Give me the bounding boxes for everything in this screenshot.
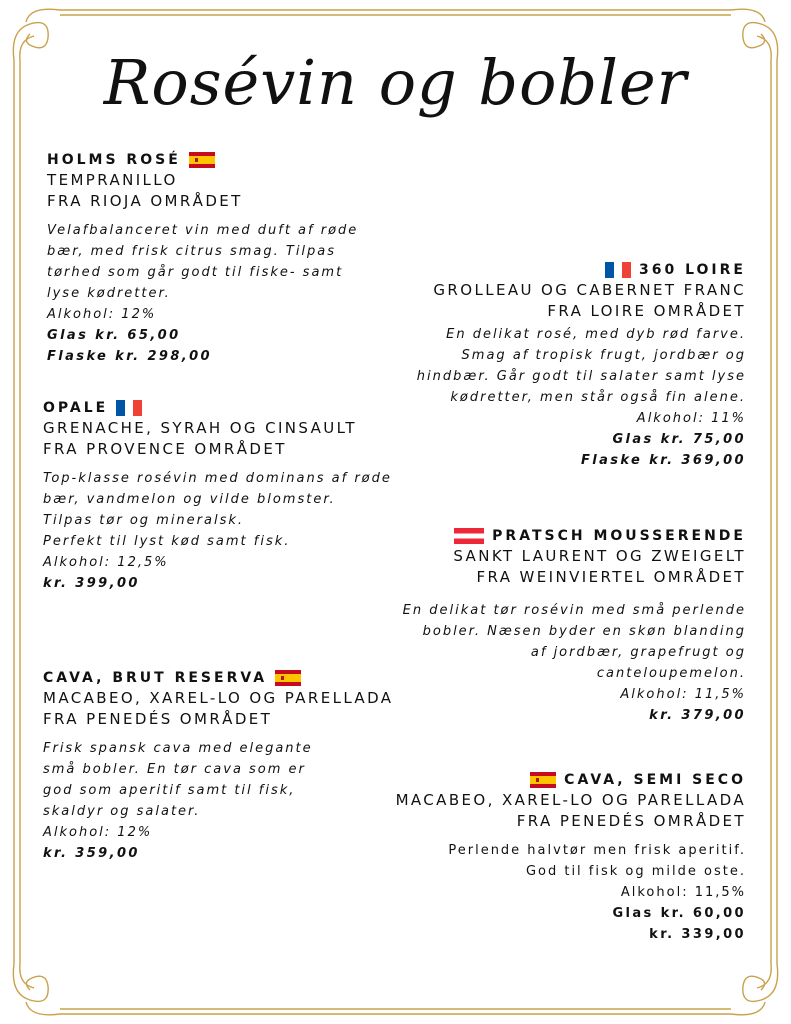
wine-alcohol: Alkohol: 11%: [636, 411, 746, 426]
wine-price-glass: Glas kr. 75,00: [612, 432, 746, 447]
wine-grape: GROLLEAU OG CABERNET FRANC: [433, 281, 746, 299]
wine-price: kr. 359,00: [43, 846, 140, 861]
wine-price-bottle: kr. 339,00: [649, 927, 746, 942]
wine-description: Velafbalanceret vin med duft af røde bær, med frisk citrus smag. Tilpas tørhed som går godt til fiske- samt lyse kødretter.: [47, 223, 359, 301]
wine-description: En delikat tør rosévin med små perlende bobler. Næsen byder en skøn blanding af jordbær, grapefrugt og canteloupemelon.: [402, 603, 746, 681]
wine-name: OPALE: [43, 400, 109, 416]
wine-price-glass: Glas kr. 65,00: [47, 328, 181, 343]
wine-name: 360 LOIRE: [639, 262, 746, 278]
wine-alcohol: Alkohol: 12,5%: [43, 555, 169, 570]
spain-flag-icon: [275, 670, 301, 686]
wine-region: FRA LOIRE OMRÅDET: [547, 302, 746, 320]
wine-name: PRATSCH MOUSSERENDE: [492, 528, 746, 544]
wine-region: FRA PENEDÉS OMRÅDET: [516, 812, 746, 830]
wine-name: CAVA, BRUT RESERVA: [43, 670, 268, 686]
corner-ornament-icon: [13, 964, 60, 1015]
france-flag-icon: [605, 262, 631, 278]
wine-region: FRA RIOJA OMRÅDET: [47, 192, 243, 210]
wine-grape: MACABEO, XAREL-LO OG PARELLADA: [43, 689, 394, 707]
wine-description: Perlende halvtør men frisk aperitif. God til fisk og milde oste.: [448, 843, 746, 879]
wine-region: FRA PENEDÉS OMRÅDET: [43, 710, 273, 728]
wine-grape: MACABEO, XAREL-LO OG PARELLADA: [395, 791, 746, 809]
austria-flag-icon: [454, 528, 484, 544]
wine-alcohol: Alkohol: 12%: [43, 825, 153, 840]
page-title: Rosévin og bobler: [103, 46, 688, 119]
wine-alcohol: Alkohol: 11,5%: [620, 687, 746, 702]
wine-description: En delikat rosé, med dyb rød farve. Smag af tropisk frugt, jordbær og hindbær. Går godt til salater samt lyse kødretter, men står også fin alene.: [416, 327, 746, 405]
france-flag-icon: [116, 400, 142, 416]
spain-flag-icon: [189, 152, 215, 168]
wine-price-bottle: Flaske kr. 298,00: [47, 349, 213, 364]
wine-description: Frisk spansk cava med elegante små bobler. En tør cava som er god som aperitif samt til fisk, skaldyr og salater.: [43, 741, 313, 819]
wine-grape: SANKT LAURENT OG ZWEIGELT: [453, 547, 746, 565]
wine-description: Top-klasse rosévin med dominans af røde bær, vandmelon og vilde blomster. Tilpas tør og mineralsk. Perfekt til lyst kød samt fisk.: [43, 471, 392, 549]
wine-alcohol: Alkohol: 11,5%: [620, 885, 746, 900]
wine-region: FRA PROVENCE OMRÅDET: [43, 440, 287, 458]
wine-item-cava-semi-seco: [306, 770, 746, 945]
wine-grape: GRENACHE, SYRAH OG CINSAULT: [43, 419, 357, 437]
wine-name: CAVA, SEMI SECO: [564, 772, 746, 788]
wine-region: FRA WEINVIERTEL OMRÅDET: [476, 568, 746, 586]
wine-name: HOLMS ROSÉ: [47, 152, 181, 168]
wine-price-bottle: Flaske kr. 369,00: [580, 453, 746, 468]
wine-grape: TEMPRANILLO: [47, 171, 178, 189]
spain-flag-icon: [530, 772, 556, 788]
corner-ornament-icon: [731, 964, 778, 1015]
wine-price: kr. 399,00: [43, 576, 140, 591]
wine-price: kr. 379,00: [649, 708, 746, 723]
wine-alcohol: Alkohol: 12%: [47, 307, 157, 322]
wine-price-glass: Glas kr. 60,00: [612, 906, 746, 921]
